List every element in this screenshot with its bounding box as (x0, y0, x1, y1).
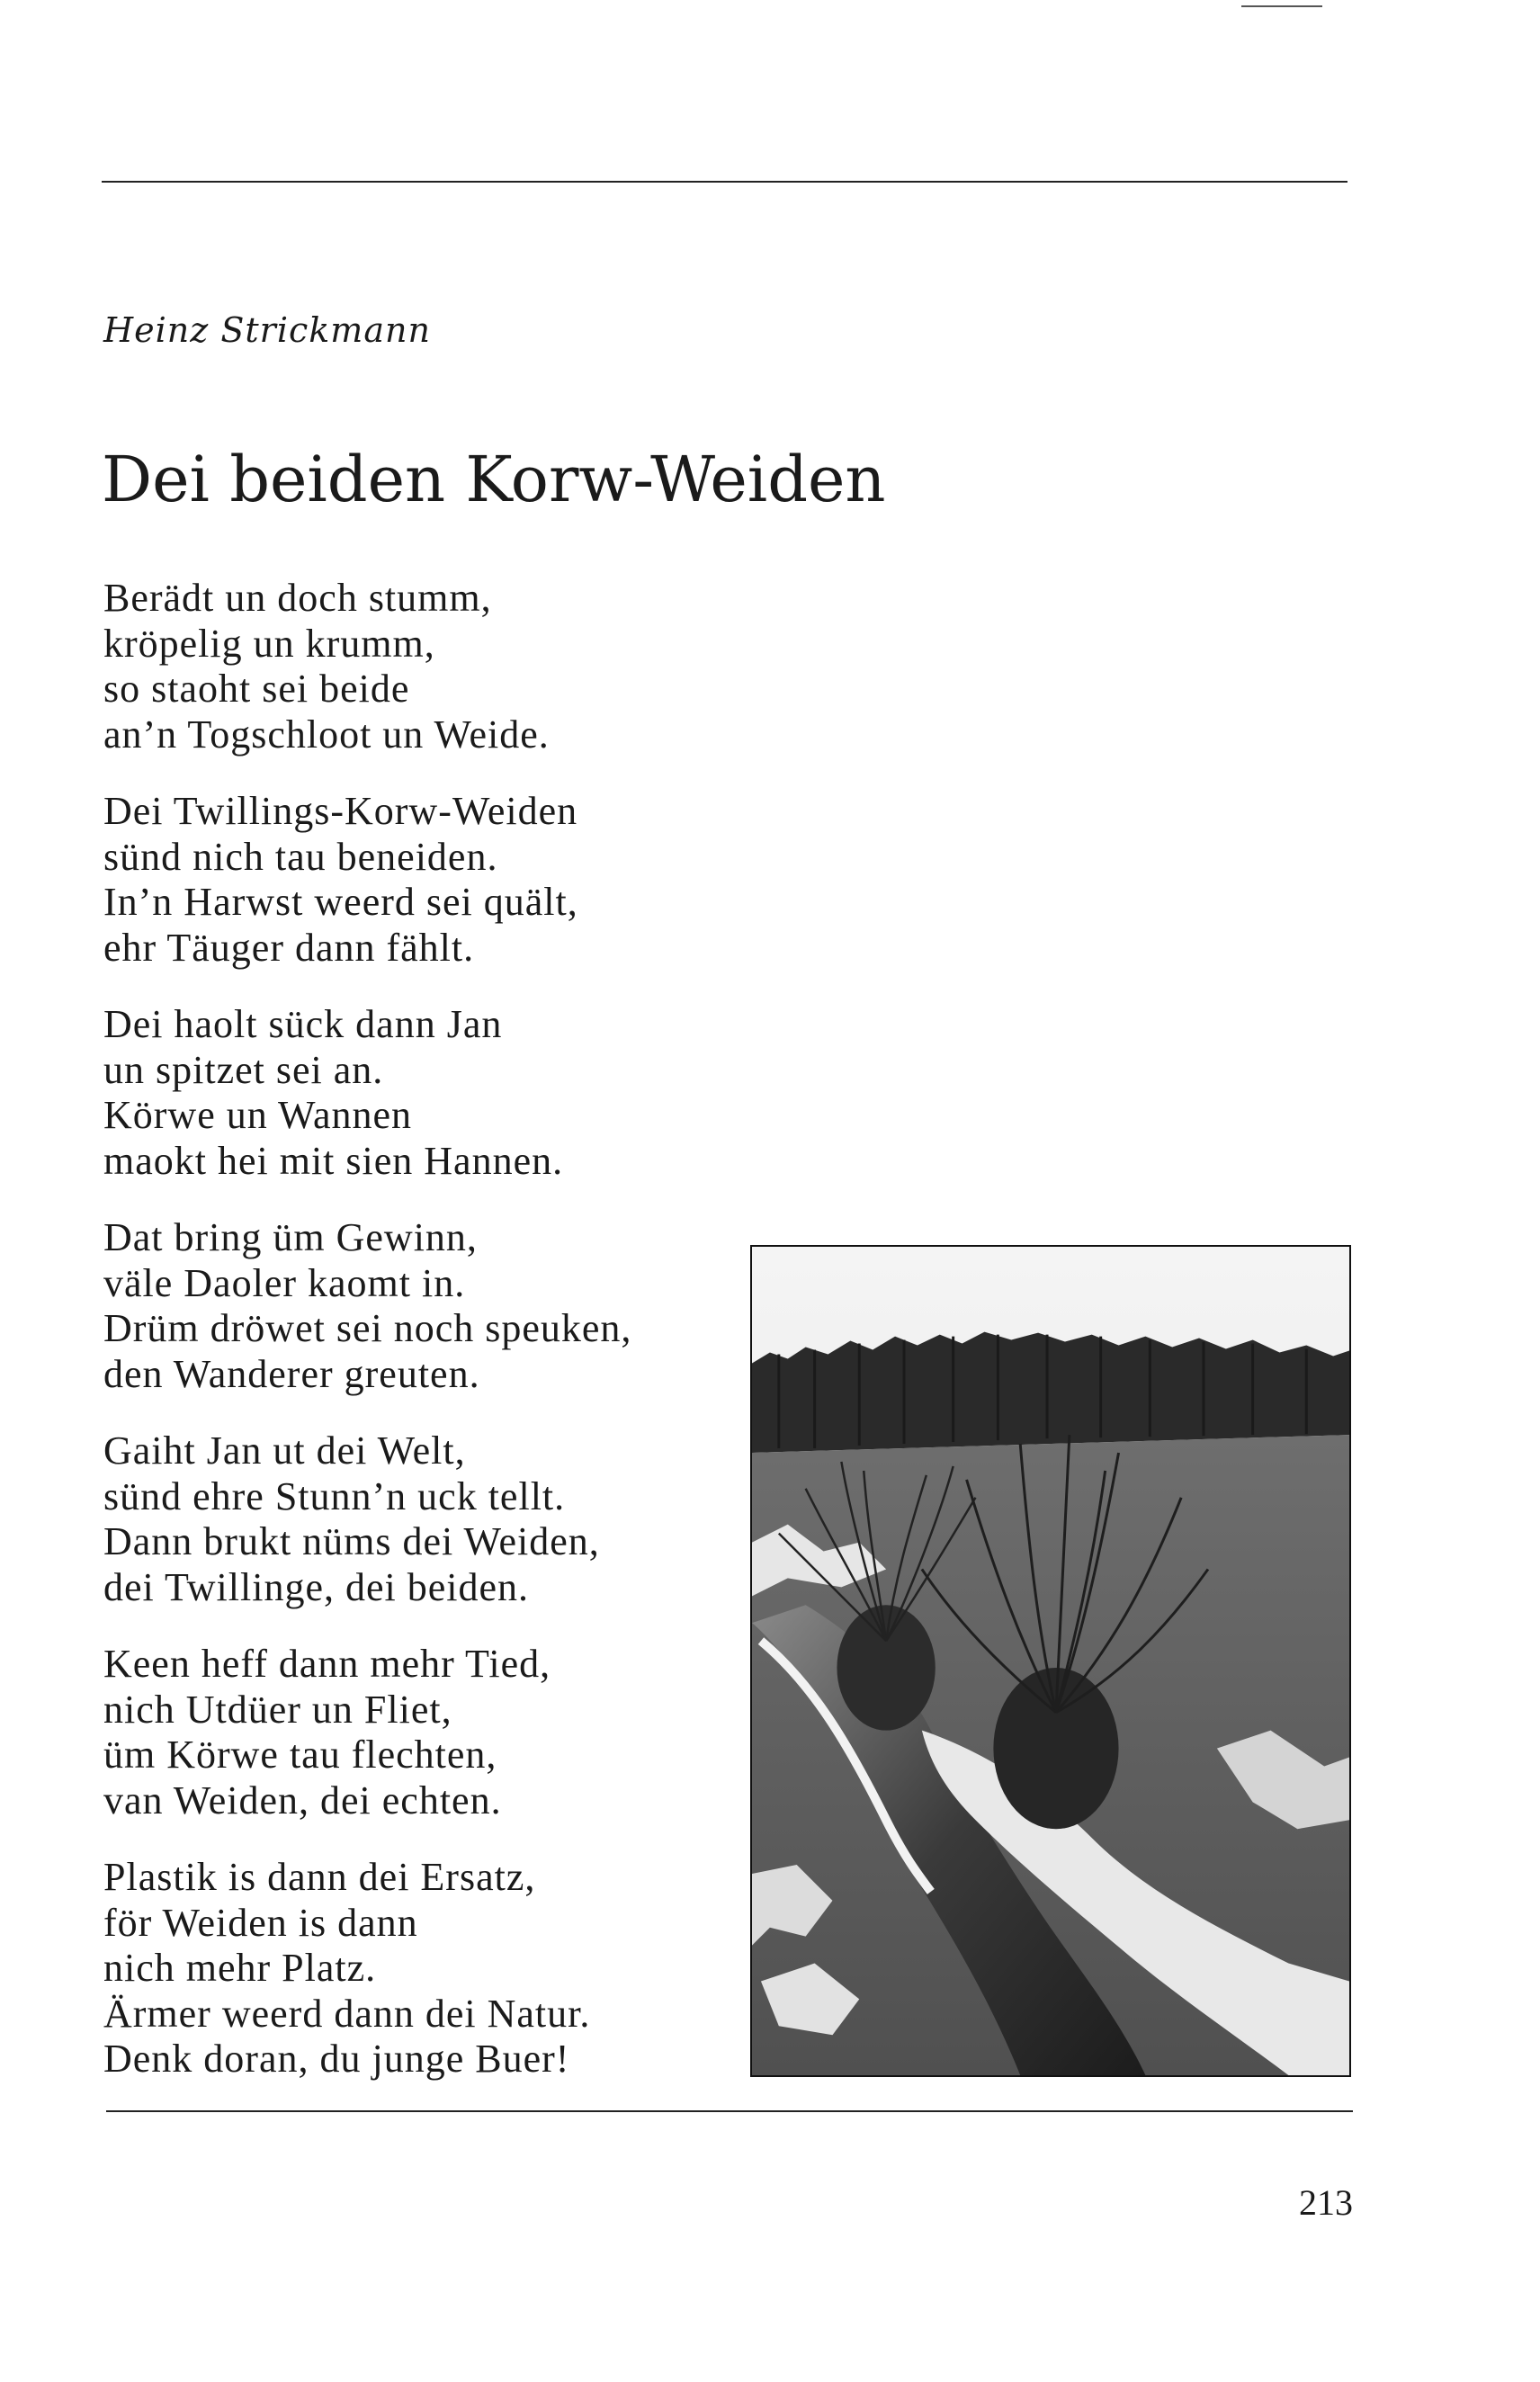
poem-line: üm Körwe tau flechten, (103, 1733, 497, 1777)
corner-mark (1241, 5, 1322, 7)
poem-line: Körwe un Wannen (103, 1093, 413, 1137)
stanza-2 (103, 789, 733, 971)
poem-line: Drüm dröwet sei noch speuken, (103, 1306, 632, 1350)
willow-photo (750, 1245, 1351, 2077)
top-rule (102, 181, 1348, 183)
poem-line: nich mehr Platz. (103, 1946, 377, 1990)
page-number: 213 (1299, 2182, 1353, 2223)
stanza-7 (103, 1855, 733, 2082)
poem-line: maokt hei mit sien Hannen. (103, 1138, 564, 1183)
poem-line: Gaiht Jan ut dei Welt, (103, 1428, 466, 1473)
poem-line: In’n Harwst weerd sei quält, (103, 880, 578, 924)
poem-line: Berädt un doch stumm, (103, 576, 492, 620)
poem-line: van Weiden, dei echten. (103, 1778, 502, 1822)
poem-line: Denk doran, du junge Buer! (103, 2037, 570, 2081)
poem-line: nich Utdüer un Fliet, (103, 1687, 452, 1732)
poem-line: sünd ehre Stunn’n uck tellt. (103, 1473, 566, 1518)
poem-title: Dei beiden Korw-Weiden (102, 443, 886, 516)
poem-line: un spitzet sei an. (103, 1047, 384, 1092)
poem-line: sünd nich tau beneiden. (103, 834, 498, 879)
willow-photo-illustration (752, 1247, 1349, 2075)
poem-line: den Wanderer greuten. (103, 1351, 480, 1396)
stanza-3 (103, 1002, 733, 1184)
stanza-1 (103, 576, 733, 757)
stanza-6 (103, 1642, 733, 1823)
poem-line: dei Twillinge, dei beiden. (103, 1564, 530, 1609)
poem-line: Dat bring üm Gewinn, (103, 1215, 478, 1259)
poem-body (103, 576, 733, 2114)
poem-line: an’n Togschloot un Weide. (103, 712, 550, 757)
author-name: Heinz Strickmann (103, 310, 431, 350)
stanza-4 (103, 1215, 733, 1397)
poem-line: ehr Täuger dann fählt. (103, 925, 475, 970)
poem-line: väle Daoler kaomt in. (103, 1260, 466, 1305)
poem-line: kröpelig un krumm, (103, 621, 435, 666)
bottom-rule (106, 2110, 1353, 2112)
poem-line: för Weiden is dann (103, 1900, 418, 1945)
poem-line: Dei Twillings-Korw-Weiden (103, 789, 578, 833)
poem-line: Plastik is dann dei Ersatz, (103, 1855, 536, 1899)
poem-line: Dei haolt sück dann Jan (103, 1002, 503, 1046)
poem-line: so staoht sei beide (103, 667, 410, 711)
stanza-5 (103, 1428, 733, 1610)
poem-line: Keen heff dann mehr Tied, (103, 1642, 551, 1686)
poem-line: Ärmer weerd dann dei Natur. (103, 1991, 591, 2036)
poem-line: Dann brukt nüms dei Weiden, (103, 1519, 600, 1563)
